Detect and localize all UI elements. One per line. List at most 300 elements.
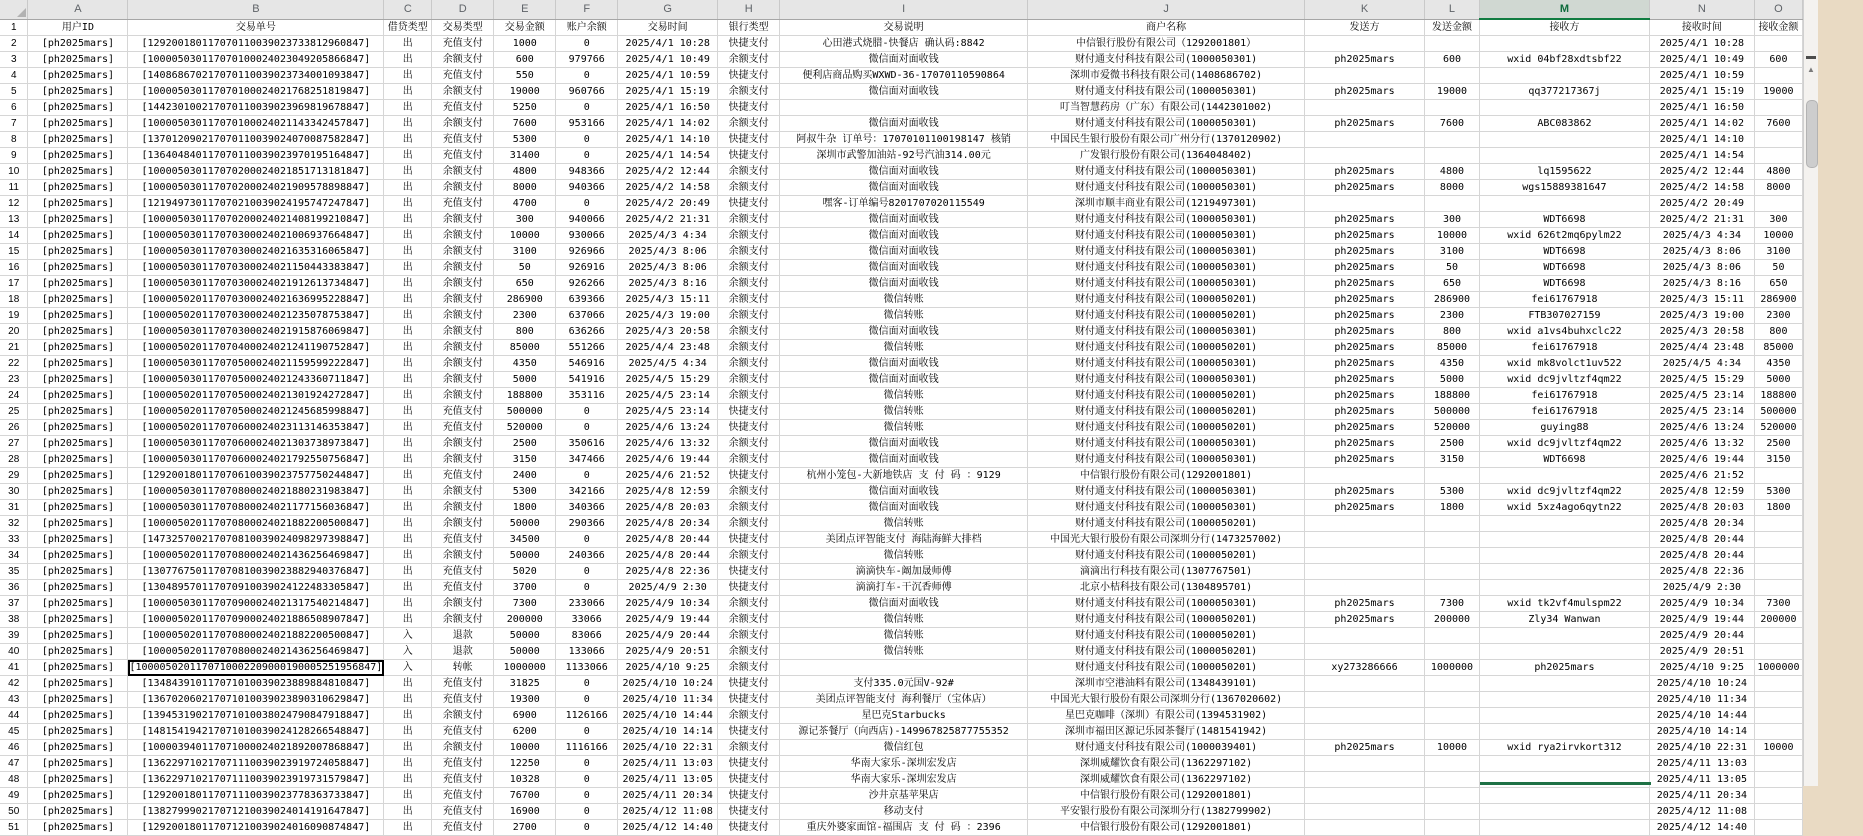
cell-E26[interactable]: 520000 <box>494 420 556 436</box>
cell-N14[interactable]: 2025/4/3 4:34 <box>1649 228 1754 244</box>
cell-L47[interactable] <box>1424 756 1479 772</box>
cell-N10[interactable]: 2025/4/2 12:44 <box>1649 164 1754 180</box>
cell-G21[interactable]: 2025/4/4 23:48 <box>618 340 718 356</box>
cell-B42[interactable]: [134843910117071010039023889884810847] <box>128 676 384 692</box>
cell-I40[interactable]: 微信转账 <box>780 644 1028 660</box>
cell-K50[interactable] <box>1305 804 1425 820</box>
cell-O40[interactable] <box>1754 644 1802 660</box>
cell-I50[interactable]: 移动支付 <box>780 804 1028 820</box>
column-header-M[interactable]: M <box>1479 0 1649 19</box>
cell-F16[interactable]: 926916 <box>556 260 618 276</box>
cell-A7[interactable]: [ph2025mars] <box>28 116 128 132</box>
cell-M16[interactable]: WDT6698 <box>1479 260 1649 276</box>
cell-H31[interactable]: 余额支付 <box>718 500 780 516</box>
cell-I19[interactable]: 微信转账 <box>780 308 1028 324</box>
cell-O32[interactable] <box>1754 516 1802 532</box>
cell-O36[interactable] <box>1754 580 1802 596</box>
cell-O33[interactable] <box>1754 532 1802 548</box>
cell-G48[interactable]: 2025/4/11 13:05 <box>618 772 718 788</box>
cell-L39[interactable] <box>1424 628 1479 644</box>
cell-H49[interactable]: 快捷支付 <box>718 788 780 804</box>
cell-H35[interactable]: 快捷支付 <box>718 564 780 580</box>
cell-A12[interactable]: [ph2025mars] <box>28 196 128 212</box>
cell-M23[interactable]: wxid dc9jvltzf4qm22 <box>1479 372 1649 388</box>
cell-D43[interactable]: 充值支付 <box>432 692 494 708</box>
row-header-15[interactable]: 15 <box>0 244 28 260</box>
cell-B29[interactable]: [129200180117070610039023757750244847] <box>128 468 384 484</box>
cell-A36[interactable]: [ph2025mars] <box>28 580 128 596</box>
cell-B13[interactable]: [100005030117070200024021408199210847] <box>128 212 384 228</box>
cell-A4[interactable]: [ph2025mars] <box>28 68 128 84</box>
cell-M32[interactable] <box>1479 516 1649 532</box>
header-cell-K1[interactable]: 发送方 <box>1305 19 1425 36</box>
cell-H3[interactable]: 余额支付 <box>718 52 780 68</box>
cell-N38[interactable]: 2025/4/9 19:44 <box>1649 612 1754 628</box>
header-cell-B1[interactable]: 交易单号 <box>128 19 384 36</box>
cell-C10[interactable]: 出 <box>384 164 432 180</box>
cell-F39[interactable]: 83066 <box>556 628 618 644</box>
cell-L22[interactable]: 4350 <box>1424 356 1479 372</box>
row-header-23[interactable]: 23 <box>0 372 28 388</box>
cell-G4[interactable]: 2025/4/1 10:59 <box>618 68 718 84</box>
cell-N4[interactable]: 2025/4/1 10:59 <box>1649 68 1754 84</box>
cell-D24[interactable]: 余额支付 <box>432 388 494 404</box>
cell-O39[interactable] <box>1754 628 1802 644</box>
cell-D21[interactable]: 余额支付 <box>432 340 494 356</box>
cell-N9[interactable]: 2025/4/1 14:54 <box>1649 148 1754 164</box>
row-header-32[interactable]: 32 <box>0 516 28 532</box>
cell-J36[interactable]: 北京小桔科技有限公司(1304895701) <box>1028 580 1305 596</box>
cell-L7[interactable]: 7600 <box>1424 116 1479 132</box>
cell-D12[interactable]: 充值支付 <box>432 196 494 212</box>
cell-B45[interactable]: [148154194217071010039024128266548847] <box>128 724 384 740</box>
cell-L30[interactable]: 5300 <box>1424 484 1479 500</box>
cell-L49[interactable] <box>1424 788 1479 804</box>
cell-H42[interactable]: 快捷支付 <box>718 676 780 692</box>
cell-H23[interactable]: 余额支付 <box>718 372 780 388</box>
cell-D44[interactable]: 余额支付 <box>432 708 494 724</box>
cell-F10[interactable]: 948366 <box>556 164 618 180</box>
cell-E34[interactable]: 50000 <box>494 548 556 564</box>
cell-B25[interactable]: [100005020117070500024021245685998847] <box>128 404 384 420</box>
cell-L27[interactable]: 2500 <box>1424 436 1479 452</box>
cell-C2[interactable]: 出 <box>384 36 432 52</box>
row-header-21[interactable]: 21 <box>0 340 28 356</box>
cell-M44[interactable] <box>1479 708 1649 724</box>
cell-F18[interactable]: 639366 <box>556 292 618 308</box>
row-header-39[interactable]: 39 <box>0 628 28 644</box>
cell-O10[interactable]: 4800 <box>1754 164 1802 180</box>
cell-O17[interactable]: 650 <box>1754 276 1802 292</box>
cell-M5[interactable]: qq377217367j <box>1479 84 1649 100</box>
header-cell-E1[interactable]: 交易金额 <box>494 19 556 36</box>
cell-N48[interactable]: 2025/4/11 13:05 <box>1649 772 1754 788</box>
cell-C11[interactable]: 出 <box>384 180 432 196</box>
cell-A31[interactable]: [ph2025mars] <box>28 500 128 516</box>
row-header-26[interactable]: 26 <box>0 420 28 436</box>
cell-G43[interactable]: 2025/4/10 11:34 <box>618 692 718 708</box>
cell-E47[interactable]: 12250 <box>494 756 556 772</box>
cell-H43[interactable]: 快捷支付 <box>718 692 780 708</box>
cell-N27[interactable]: 2025/4/6 13:32 <box>1649 436 1754 452</box>
cell-F2[interactable]: 0 <box>556 36 618 52</box>
cell-E29[interactable]: 2400 <box>494 468 556 484</box>
cell-K17[interactable]: ph2025mars <box>1305 276 1425 292</box>
cell-G14[interactable]: 2025/4/3 4:34 <box>618 228 718 244</box>
cell-C44[interactable]: 出 <box>384 708 432 724</box>
row-header-12[interactable]: 12 <box>0 196 28 212</box>
cell-H2[interactable]: 快捷支付 <box>718 36 780 52</box>
cell-C27[interactable]: 出 <box>384 436 432 452</box>
cell-F31[interactable]: 340366 <box>556 500 618 516</box>
cell-I17[interactable]: 微信面对面收钱 <box>780 276 1028 292</box>
cell-H21[interactable]: 余额支付 <box>718 340 780 356</box>
cell-E27[interactable]: 2500 <box>494 436 556 452</box>
cell-E4[interactable]: 550 <box>494 68 556 84</box>
cell-D42[interactable]: 充值支付 <box>432 676 494 692</box>
cell-G36[interactable]: 2025/4/9 2:30 <box>618 580 718 596</box>
cell-A45[interactable]: [ph2025mars] <box>28 724 128 740</box>
cell-F48[interactable]: 0 <box>556 772 618 788</box>
cell-K6[interactable] <box>1305 100 1425 116</box>
cell-D48[interactable]: 充值支付 <box>432 772 494 788</box>
cell-A38[interactable]: [ph2025mars] <box>28 612 128 628</box>
cell-K34[interactable] <box>1305 548 1425 564</box>
cell-O19[interactable]: 2300 <box>1754 308 1802 324</box>
cell-D39[interactable]: 退款 <box>432 628 494 644</box>
row-header-35[interactable]: 35 <box>0 564 28 580</box>
cell-M39[interactable] <box>1479 628 1649 644</box>
cell-N12[interactable]: 2025/4/2 20:49 <box>1649 196 1754 212</box>
cell-N41[interactable]: 2025/4/10 9:25 <box>1649 660 1754 676</box>
cell-M42[interactable] <box>1479 676 1649 692</box>
cell-F28[interactable]: 347466 <box>556 452 618 468</box>
cell-K40[interactable] <box>1305 644 1425 660</box>
cell-E11[interactable]: 8000 <box>494 180 556 196</box>
row-header-45[interactable]: 45 <box>0 724 28 740</box>
cell-B41[interactable]: [1000050201170710002209000190005251956847] <box>128 660 384 676</box>
cell-I5[interactable]: 微信面对面收钱 <box>780 84 1028 100</box>
row-header-17[interactable]: 17 <box>0 276 28 292</box>
cell-K10[interactable]: ph2025mars <box>1305 164 1425 180</box>
cell-L51[interactable] <box>1424 820 1479 836</box>
cell-M46[interactable]: wxid rya2irvkort312 <box>1479 740 1649 756</box>
cell-C6[interactable]: 出 <box>384 100 432 116</box>
cell-N25[interactable]: 2025/4/5 23:14 <box>1649 404 1754 420</box>
cell-D3[interactable]: 余额支付 <box>432 52 494 68</box>
row-header-29[interactable]: 29 <box>0 468 28 484</box>
cell-M49[interactable] <box>1479 788 1649 804</box>
cell-M14[interactable]: wxid 626t2mq6pylm22 <box>1479 228 1649 244</box>
cell-M37[interactable]: wxid tk2vf4mulspm22 <box>1479 596 1649 612</box>
header-cell-D1[interactable]: 交易类型 <box>432 19 494 36</box>
cell-B11[interactable]: [100005030117070200024021909578898847] <box>128 180 384 196</box>
row-header-10[interactable]: 10 <box>0 164 28 180</box>
cell-D38[interactable]: 余额支付 <box>432 612 494 628</box>
cell-D34[interactable]: 余额支付 <box>432 548 494 564</box>
cell-K44[interactable] <box>1305 708 1425 724</box>
cell-M10[interactable]: lq1595622 <box>1479 164 1649 180</box>
cell-G11[interactable]: 2025/4/2 14:58 <box>618 180 718 196</box>
cell-I37[interactable]: 微信面对面收钱 <box>780 596 1028 612</box>
cell-B32[interactable]: [100005020117070800024021882200500847] <box>128 516 384 532</box>
cell-H41[interactable]: 余额支付 <box>718 660 780 676</box>
cell-F38[interactable]: 33066 <box>556 612 618 628</box>
cell-J50[interactable]: 平安银行股份有限公司深圳分行(1382799902) <box>1028 804 1305 820</box>
cell-M12[interactable] <box>1479 196 1649 212</box>
cell-K45[interactable] <box>1305 724 1425 740</box>
cell-E46[interactable]: 10000 <box>494 740 556 756</box>
cell-J27[interactable]: 财付通支付科技有限公司(1000050301) <box>1028 436 1305 452</box>
cell-I51[interactable]: 重庆外婆家面馆-福围店 支 付 码 ：2396 <box>780 820 1028 836</box>
row-header-9[interactable]: 9 <box>0 148 28 164</box>
cell-B10[interactable]: [100005030117070200024021851713181847] <box>128 164 384 180</box>
cell-H6[interactable]: 快捷支付 <box>718 100 780 116</box>
cell-D2[interactable]: 充值支付 <box>432 36 494 52</box>
cell-L41[interactable]: 1000000 <box>1424 660 1479 676</box>
cell-L4[interactable] <box>1424 68 1479 84</box>
cell-K25[interactable]: ph2025mars <box>1305 404 1425 420</box>
cell-A47[interactable]: [ph2025mars] <box>28 756 128 772</box>
cell-E3[interactable]: 600 <box>494 52 556 68</box>
cell-G13[interactable]: 2025/4/2 21:31 <box>618 212 718 228</box>
cell-G27[interactable]: 2025/4/6 13:32 <box>618 436 718 452</box>
row-header-28[interactable]: 28 <box>0 452 28 468</box>
cell-A16[interactable]: [ph2025mars] <box>28 260 128 276</box>
cell-D11[interactable]: 余额支付 <box>432 180 494 196</box>
cell-M19[interactable]: FTB307027159 <box>1479 308 1649 324</box>
cell-O30[interactable]: 5300 <box>1754 484 1802 500</box>
cell-L9[interactable] <box>1424 148 1479 164</box>
cell-B37[interactable]: [100005030117070900024021317540214847] <box>128 596 384 612</box>
cell-L32[interactable] <box>1424 516 1479 532</box>
cell-H5[interactable]: 余额支付 <box>718 84 780 100</box>
cell-J33[interactable]: 中国光大银行股份有限公司深圳分行(1473257002) <box>1028 532 1305 548</box>
cell-L18[interactable]: 286900 <box>1424 292 1479 308</box>
cell-C29[interactable]: 出 <box>384 468 432 484</box>
cell-K43[interactable] <box>1305 692 1425 708</box>
cell-I20[interactable]: 微信面对面收钱 <box>780 324 1028 340</box>
cell-C40[interactable]: 入 <box>384 644 432 660</box>
cell-K16[interactable]: ph2025mars <box>1305 260 1425 276</box>
cell-A46[interactable]: [ph2025mars] <box>28 740 128 756</box>
header-cell-I1[interactable]: 交易说明 <box>780 19 1028 36</box>
cell-H47[interactable]: 快捷支付 <box>718 756 780 772</box>
cell-K15[interactable]: ph2025mars <box>1305 244 1425 260</box>
cell-J42[interactable]: 深圳市空港油料有限公司(1348439101) <box>1028 676 1305 692</box>
cell-A17[interactable]: [ph2025mars] <box>28 276 128 292</box>
cell-B4[interactable]: [140868670217070110039023734001093847] <box>128 68 384 84</box>
cell-O28[interactable]: 3150 <box>1754 452 1802 468</box>
cell-G10[interactable]: 2025/4/2 12:44 <box>618 164 718 180</box>
cell-K21[interactable]: ph2025mars <box>1305 340 1425 356</box>
cell-A23[interactable]: [ph2025mars] <box>28 372 128 388</box>
cell-E9[interactable]: 31400 <box>494 148 556 164</box>
cell-C39[interactable]: 入 <box>384 628 432 644</box>
cell-F32[interactable]: 290366 <box>556 516 618 532</box>
cell-A18[interactable]: [ph2025mars] <box>28 292 128 308</box>
cell-F4[interactable]: 0 <box>556 68 618 84</box>
cell-G45[interactable]: 2025/4/10 14:14 <box>618 724 718 740</box>
cell-L17[interactable]: 650 <box>1424 276 1479 292</box>
cell-J51[interactable]: 中信银行股份有限公司(1292001801) <box>1028 820 1305 836</box>
cell-K14[interactable]: ph2025mars <box>1305 228 1425 244</box>
cell-K20[interactable]: ph2025mars <box>1305 324 1425 340</box>
cell-B44[interactable]: [139453190217071010038024790847918847] <box>128 708 384 724</box>
cell-O37[interactable]: 7300 <box>1754 596 1802 612</box>
cell-L6[interactable] <box>1424 100 1479 116</box>
cell-B39[interactable]: [100005020117070800024021882200500847] <box>128 628 384 644</box>
cell-K11[interactable]: ph2025mars <box>1305 180 1425 196</box>
cell-L29[interactable] <box>1424 468 1479 484</box>
cell-C46[interactable]: 出 <box>384 740 432 756</box>
cell-K37[interactable]: ph2025mars <box>1305 596 1425 612</box>
cell-G22[interactable]: 2025/4/5 4:34 <box>618 356 718 372</box>
cell-O13[interactable]: 300 <box>1754 212 1802 228</box>
cell-I10[interactable]: 微信面对面收钱 <box>780 164 1028 180</box>
cell-L11[interactable]: 8000 <box>1424 180 1479 196</box>
cell-A9[interactable]: [ph2025mars] <box>28 148 128 164</box>
cell-L15[interactable]: 3100 <box>1424 244 1479 260</box>
cell-M38[interactable]: Zly34 Wanwan <box>1479 612 1649 628</box>
cell-E13[interactable]: 300 <box>494 212 556 228</box>
cell-J39[interactable]: 财付通支付科技有限公司(1000050201) <box>1028 628 1305 644</box>
cell-G20[interactable]: 2025/4/3 20:58 <box>618 324 718 340</box>
cell-D37[interactable]: 余额支付 <box>432 596 494 612</box>
cell-J17[interactable]: 财付通支付科技有限公司(1000050301) <box>1028 276 1305 292</box>
row-header-31[interactable]: 31 <box>0 500 28 516</box>
cell-N30[interactable]: 2025/4/8 12:59 <box>1649 484 1754 500</box>
cell-E19[interactable]: 2300 <box>494 308 556 324</box>
cell-B30[interactable]: [100005030117070800024021880231983847] <box>128 484 384 500</box>
cell-C43[interactable]: 出 <box>384 692 432 708</box>
cell-D13[interactable]: 余额支付 <box>432 212 494 228</box>
cell-J12[interactable]: 深圳市顺丰商业有限公司(1219497301) <box>1028 196 1305 212</box>
cell-G18[interactable]: 2025/4/3 15:11 <box>618 292 718 308</box>
cell-J15[interactable]: 财付通支付科技有限公司(1000050301) <box>1028 244 1305 260</box>
cell-O23[interactable]: 5000 <box>1754 372 1802 388</box>
column-header-F[interactable]: F <box>556 0 618 19</box>
cell-I2[interactable]: 心田港式烧腊-快餐店 确认码:8842 <box>780 36 1028 52</box>
cell-N6[interactable]: 2025/4/1 16:50 <box>1649 100 1754 116</box>
cell-A50[interactable]: [ph2025mars] <box>28 804 128 820</box>
cell-E23[interactable]: 5000 <box>494 372 556 388</box>
cell-O31[interactable]: 1800 <box>1754 500 1802 516</box>
cell-D8[interactable]: 充值支付 <box>432 132 494 148</box>
cell-G42[interactable]: 2025/4/10 10:24 <box>618 676 718 692</box>
cell-C21[interactable]: 出 <box>384 340 432 356</box>
cell-E51[interactable]: 2700 <box>494 820 556 836</box>
vertical-scrollbar[interactable] <box>1803 0 1818 786</box>
cell-N37[interactable]: 2025/4/9 10:34 <box>1649 596 1754 612</box>
cell-G3[interactable]: 2025/4/1 10:49 <box>618 52 718 68</box>
cell-F23[interactable]: 541916 <box>556 372 618 388</box>
cell-O24[interactable]: 188800 <box>1754 388 1802 404</box>
cell-D27[interactable]: 余额支付 <box>432 436 494 452</box>
cell-D45[interactable]: 充值支付 <box>432 724 494 740</box>
cell-G23[interactable]: 2025/4/5 15:29 <box>618 372 718 388</box>
cell-N51[interactable]: 2025/4/12 14:40 <box>1649 820 1754 836</box>
row-header-11[interactable]: 11 <box>0 180 28 196</box>
cell-O43[interactable] <box>1754 692 1802 708</box>
cell-O22[interactable]: 4350 <box>1754 356 1802 372</box>
cell-I44[interactable]: 星巴克Starbucks <box>780 708 1028 724</box>
cell-M50[interactable] <box>1479 804 1649 820</box>
row-header-3[interactable]: 3 <box>0 52 28 68</box>
cell-I38[interactable]: 微信转账 <box>780 612 1028 628</box>
cell-J30[interactable]: 财付通支付科技有限公司(1000050301) <box>1028 484 1305 500</box>
cell-I45[interactable]: 源记茶餐厅（向西店)-149967825877755352 <box>780 724 1028 740</box>
cell-O2[interactable] <box>1754 36 1802 52</box>
cell-N20[interactable]: 2025/4/3 20:58 <box>1649 324 1754 340</box>
cell-A8[interactable]: [ph2025mars] <box>28 132 128 148</box>
cell-I27[interactable]: 微信面对面收钱 <box>780 436 1028 452</box>
cell-O26[interactable]: 520000 <box>1754 420 1802 436</box>
cell-G6[interactable]: 2025/4/1 16:50 <box>618 100 718 116</box>
cell-M22[interactable]: wxid mk8volct1uv522 <box>1479 356 1649 372</box>
cell-O7[interactable]: 7600 <box>1754 116 1802 132</box>
cell-F15[interactable]: 926966 <box>556 244 618 260</box>
cell-L50[interactable] <box>1424 804 1479 820</box>
cell-M17[interactable]: WDT6698 <box>1479 276 1649 292</box>
cell-L40[interactable] <box>1424 644 1479 660</box>
cell-F50[interactable]: 0 <box>556 804 618 820</box>
cell-I33[interactable]: 美团点评智能支付 海陆海鲜大排档 <box>780 532 1028 548</box>
cell-A13[interactable]: [ph2025mars] <box>28 212 128 228</box>
cell-K8[interactable] <box>1305 132 1425 148</box>
cell-B12[interactable]: [121949730117070210039024195747247847] <box>128 196 384 212</box>
cell-H44[interactable]: 余额支付 <box>718 708 780 724</box>
cell-N44[interactable]: 2025/4/10 14:44 <box>1649 708 1754 724</box>
cell-L16[interactable]: 50 <box>1424 260 1479 276</box>
row-header-34[interactable]: 34 <box>0 548 28 564</box>
cell-E30[interactable]: 5300 <box>494 484 556 500</box>
cell-N49[interactable]: 2025/4/11 20:34 <box>1649 788 1754 804</box>
cell-C45[interactable]: 出 <box>384 724 432 740</box>
cell-D10[interactable]: 余额支付 <box>432 164 494 180</box>
cell-B33[interactable]: [147325700217070810039024098297398847] <box>128 532 384 548</box>
cell-N5[interactable]: 2025/4/1 15:19 <box>1649 84 1754 100</box>
cell-D5[interactable]: 余额支付 <box>432 84 494 100</box>
cell-A24[interactable]: [ph2025mars] <box>28 388 128 404</box>
cell-K28[interactable]: ph2025mars <box>1305 452 1425 468</box>
cell-L31[interactable]: 1800 <box>1424 500 1479 516</box>
cell-A40[interactable]: [ph2025mars] <box>28 644 128 660</box>
cell-C24[interactable]: 出 <box>384 388 432 404</box>
cell-A39[interactable]: [ph2025mars] <box>28 628 128 644</box>
cell-J20[interactable]: 财付通支付科技有限公司(1000050301) <box>1028 324 1305 340</box>
cell-A15[interactable]: [ph2025mars] <box>28 244 128 260</box>
cell-L25[interactable]: 500000 <box>1424 404 1479 420</box>
cell-H19[interactable]: 余额支付 <box>718 308 780 324</box>
cell-F37[interactable]: 233066 <box>556 596 618 612</box>
cell-I31[interactable]: 微信面对面收钱 <box>780 500 1028 516</box>
cell-M11[interactable]: wgs15889381647 <box>1479 180 1649 196</box>
cell-J44[interactable]: 星巴克咖啡（深圳）有限公司(1394531902) <box>1028 708 1305 724</box>
cell-J24[interactable]: 财付通支付科技有限公司(1000050201) <box>1028 388 1305 404</box>
cell-F51[interactable]: 0 <box>556 820 618 836</box>
cell-H39[interactable]: 余额支付 <box>718 628 780 644</box>
cell-A49[interactable]: [ph2025mars] <box>28 788 128 804</box>
column-header-A[interactable]: A <box>28 0 128 19</box>
cell-M27[interactable]: wxid dc9jvltzf4qm22 <box>1479 436 1649 452</box>
cell-J5[interactable]: 财付通支付科技有限公司(1000050301) <box>1028 84 1305 100</box>
cell-E7[interactable]: 7600 <box>494 116 556 132</box>
cell-M8[interactable] <box>1479 132 1649 148</box>
cell-E36[interactable]: 3700 <box>494 580 556 596</box>
cell-A41[interactable]: [ph2025mars] <box>28 660 128 676</box>
cell-I16[interactable]: 微信面对面收钱 <box>780 260 1028 276</box>
